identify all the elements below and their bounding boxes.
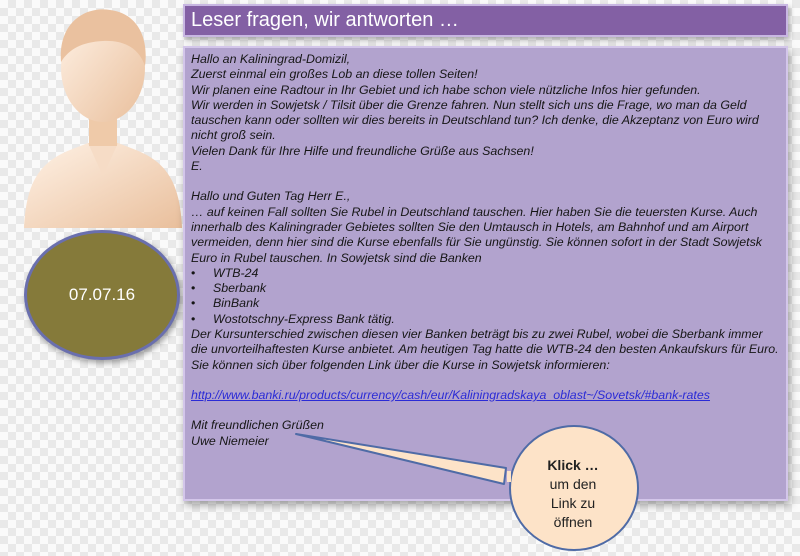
question-greeting: Hallo an Kaliningrad-Domizil, — [191, 52, 351, 66]
answer-author: Uwe Niemeier — [191, 433, 269, 448]
callout-line: um den — [549, 476, 597, 492]
bank-name: Sberbank — [213, 281, 267, 296]
date-badge — [24, 230, 180, 360]
bank-name: Wostotschny-Express Bank tätig. — [213, 311, 395, 326]
question-line: Wir planen eine Radtour in Ihr Gebiet und ich habe schon viele nützliche Infos hier gefunden. — [191, 82, 701, 97]
bank-name: WTB-24 — [213, 265, 259, 280]
answer-detail: Der Kursunterschied zwischen diesen vier Banken beträgt bis zu zwei Rubel, wobei die Sberbank immer die unvorteilhaftesten Kurse anbietet. Am heutigen Tag hatte die WTB-24 den besten Ankaufskurs für Euro. Sie können sich über folgenden Link über die Kurse in Sowjetsk informieren: — [191, 327, 779, 372]
list-item — [191, 266, 780, 281]
spacer — [191, 403, 780, 418]
bank-rates-link[interactable]: http://www.banki.ru/products/currency/cash/eur/Kaliningradskaya_oblast~/Sovetsk/#bank-rates — [191, 387, 710, 402]
list-item — [191, 281, 780, 296]
spacer — [191, 373, 780, 388]
bullet-icon: • — [191, 311, 196, 326]
bullet-icon: • — [191, 281, 196, 296]
question-signature: E. — [191, 159, 203, 174]
question-line: Vielen Dank für Ihre Hilfe und freundliche Grüße aus Sachsen! — [191, 143, 534, 158]
callout-text — [508, 456, 638, 532]
spacer — [191, 174, 780, 189]
bullet-icon: • — [191, 296, 196, 311]
answer-intro: … auf keinen Fall sollten Sie Rubel in Deutschland tauschen. Hier haben Sie die teuersten Kurse. Auch innerhalb des Kaliningrader Gebietes sollten Sie den Umtausch in Hotels, am Bahnhof und am Airport vermeiden, denn hier sind die Kurse ebenfalls für Sie ungünstig. Sie können sofort in der Stadt Sowjetsk Euro in Rubel tauschen. In Sowjetsk sind die Banken — [191, 204, 762, 265]
bank-list — [191, 266, 780, 327]
bank-name: BinBank — [213, 296, 260, 311]
callout-bold: Klick … — [547, 457, 599, 473]
question-line: Wir werden in Sowjetsk / Tilsit über die Grenze fahren. Nun stellt sich uns die Frage, wo man da Geld tauschen kann oder sollten wir dies bereits in Deutschland tun? Ich denke, die Akzeptanz von Euro wird nicht groß sein. — [191, 97, 759, 143]
list-item — [191, 296, 780, 311]
page-title: Leser fragen, wir antworten … — [183, 4, 788, 37]
bullet-icon: • — [191, 265, 196, 280]
date-text: 07.07.16 — [68, 285, 136, 304]
callout-line: Link zu — [550, 495, 596, 511]
avatar — [18, 4, 188, 228]
list-item — [191, 312, 780, 327]
answer-greeting: Hallo und Guten Tag Herr E., — [191, 189, 351, 204]
answer-closing: Mit freundlichen Grüßen — [191, 418, 324, 433]
callout-line: öffnen — [553, 514, 593, 530]
question-line: Zuerst einmal ein großes Lob an diese tollen Seiten! — [191, 67, 478, 82]
